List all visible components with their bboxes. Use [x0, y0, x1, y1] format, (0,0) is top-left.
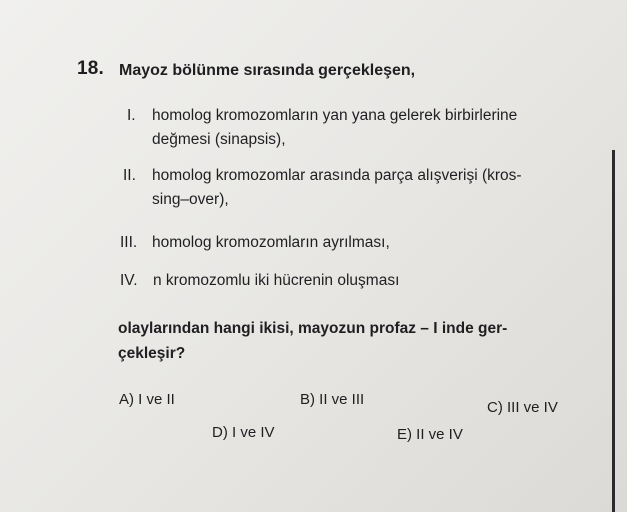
statement-text-line: homolog kromozomların ayrılması,	[152, 234, 390, 251]
statement-numeral: III.	[120, 234, 138, 251]
statement-numeral: I.	[127, 107, 136, 124]
option-b[interactable]: B) II ve III	[300, 391, 365, 408]
question-number: 18.	[77, 58, 105, 79]
statement-numeral: IV.	[120, 272, 138, 289]
statement-text-line: homolog kromozomlar arasında parça alışverişi (kros-	[152, 167, 522, 184]
statement-text-line: n kromozomlu iki hücrenin oluşması	[153, 272, 400, 289]
option-a[interactable]: A) I ve II	[119, 391, 175, 408]
question-prompt-line: olaylarından hangi ikisi, mayozun profaz – I inde ger-	[118, 320, 508, 337]
statement-text-line: değmesi (sinapsis),	[152, 131, 286, 148]
statement-text-line: homolog kromozomların yan yana gelerek birbirlerine	[152, 107, 518, 124]
question-stem: Mayoz bölünme sırasında gerçekleşen,	[119, 62, 416, 79]
option-e[interactable]: E) II ve IV	[397, 426, 463, 443]
statement-text-line: sing–over),	[152, 191, 229, 208]
question-prompt	[118, 316, 507, 366]
option-d[interactable]: D) I ve IV	[212, 424, 275, 441]
page-edge-divider	[612, 150, 615, 512]
option-c[interactable]: C) III ve IV	[487, 399, 558, 416]
statement-numeral: II.	[123, 167, 136, 184]
question-prompt-line: çekleşir?	[118, 345, 186, 362]
